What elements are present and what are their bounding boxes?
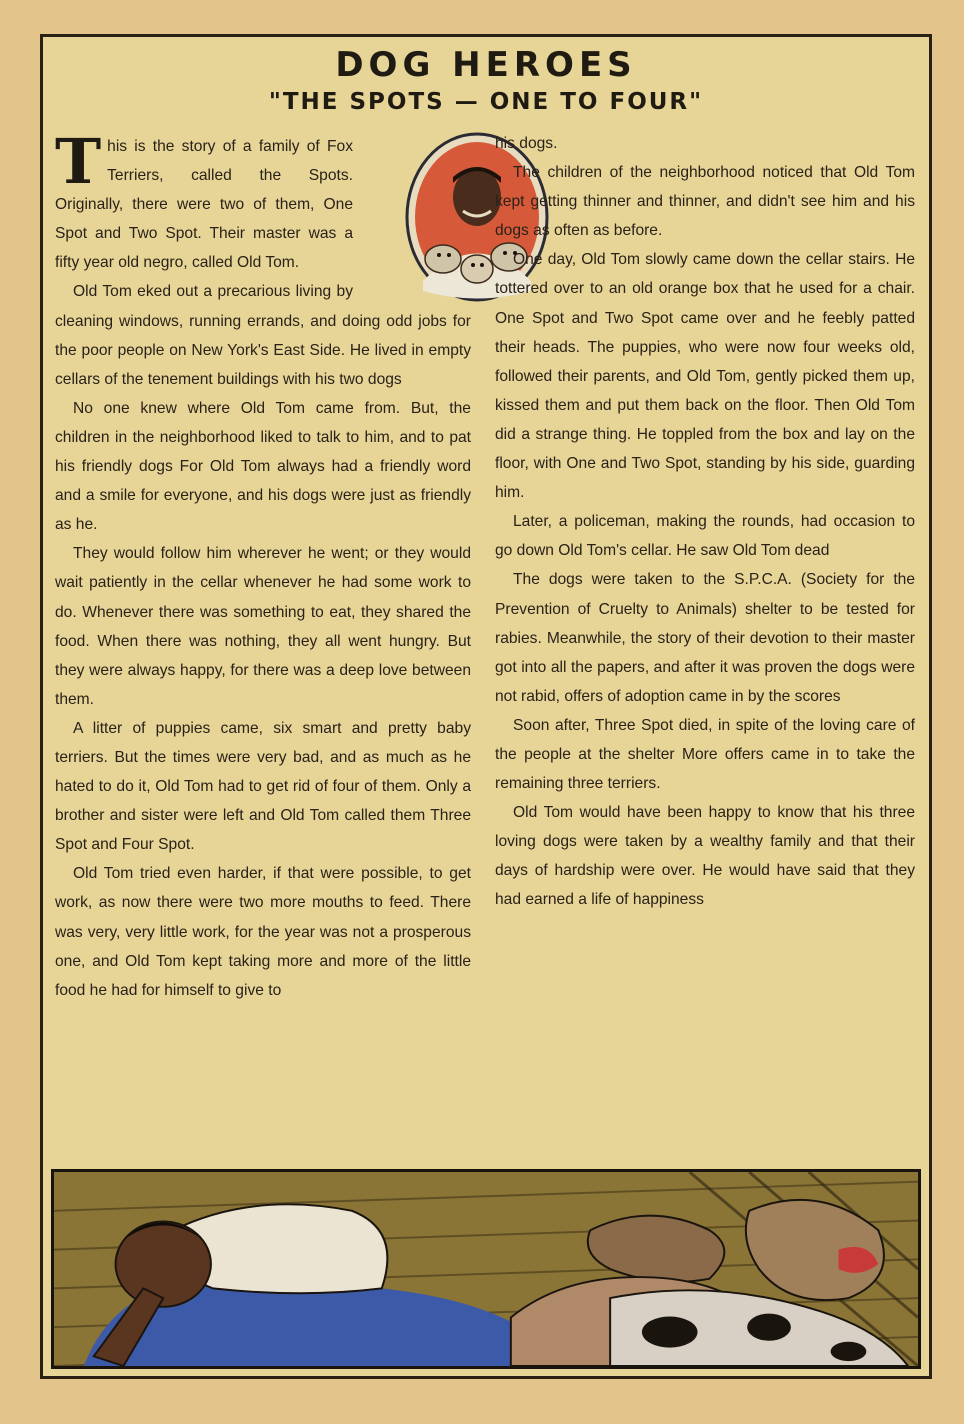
right-column <box>495 129 915 915</box>
story-paragraph: This is the story of a family of Fox Terriers, called the Spots. Originally, there were two of them, One Spot and Two Spot. Their master was a fifty year old negro, called Old Tom. <box>55 125 353 272</box>
story-paragraph: Soon after, Three Spot died, in spite of the loving care of the people at the shelter More offers came in to take the remaining three terriers. <box>495 716 915 793</box>
story-paragraph: Old Tom tried even harder, if that were possible, to get work, as now there were two more mouths to feed. There was very, very little work, for the year was not a prosperous one, and Old Tom kept taking more and more of the little food he had for himself to give to <box>55 865 471 999</box>
story-paragraph: No one knew where Old Tom came from. But, the children in the neighborhood liked to talk to him, and to pat his friendly dogs For Old Tom always had a friendly word and a smile for everyone, and his dogs were just as friendly as he. <box>55 399 471 534</box>
story-paragraph: The dogs were taken to the S.P.C.A. (Society for the Prevention of Cruelty to Animals) shelter to be tested for rabies. Meanwhile, the story of their devotion to their master got into all the papers, and after it was proven the dogs were not rabid, offers of adoption came in by the scores <box>495 571 915 705</box>
story-page <box>40 34 932 1379</box>
story-paragraph: A litter of puppies came, six smart and pretty baby terriers. But the times were very bad, and as much as he hated to do it, Old Tom had to get rid of four of them. Only a brother and sister were left and Old Tom called them Three Spot and Four Spot. <box>55 719 471 854</box>
story-paragraph: One day, Old Tom slowly came down the cellar stairs. He tottered over to an old orange box that he used for a chair. One Spot and Two Spot came over and he feebly patted their heads. The puppies, who were now four weeks old, followed their parents, and Old Tom, gently picked them up, kissed them and put them back on the floor. Then Old Tom did a strange thing. He toppled from the box and lay on the floor, with One and Two Spot, standing by his side, guarding him. <box>495 251 915 502</box>
page-title: DOG HEROES <box>335 45 637 85</box>
bottom-illustration <box>51 1169 921 1369</box>
page-subtitle: "THE SPOTS — ONE TO FOUR" <box>268 89 704 115</box>
story-paragraph: Old Tom would have been happy to know that his three loving dogs were taken by a wealthy family and that their days of hardship were over. He would have said that they had earned a life of happiness <box>495 804 915 909</box>
story-paragraph: Later, a policeman, making the rounds, had occasion to go down Old Tom's cellar. He saw Old Tom dead <box>495 513 915 560</box>
story-paragraph: The children of the neighborhood noticed that Old Tom kept getting thinner and thinner, and didn't see him and his dogs as often as before. <box>495 164 915 240</box>
story-paragraph: They would follow him wherever he went; or they would wait patiently in the cellar whenever he had some work to do. Whenever there was something to eat, they shared the food. When there was nothing, they all went hungry. But they were always happy, for there was a deep love between them. <box>55 545 471 708</box>
drop-cap: T <box>55 125 102 198</box>
story-paragraph: his dogs. <box>495 135 558 152</box>
story-paragraph: Old Tom eked out a precarious living by cleaning windows, running errands, and doing odd jobs for the poor people on New York's East Side. He lived in empty cellars of the tenement buildings with his two dogs <box>55 283 471 388</box>
left-column <box>55 125 471 1005</box>
